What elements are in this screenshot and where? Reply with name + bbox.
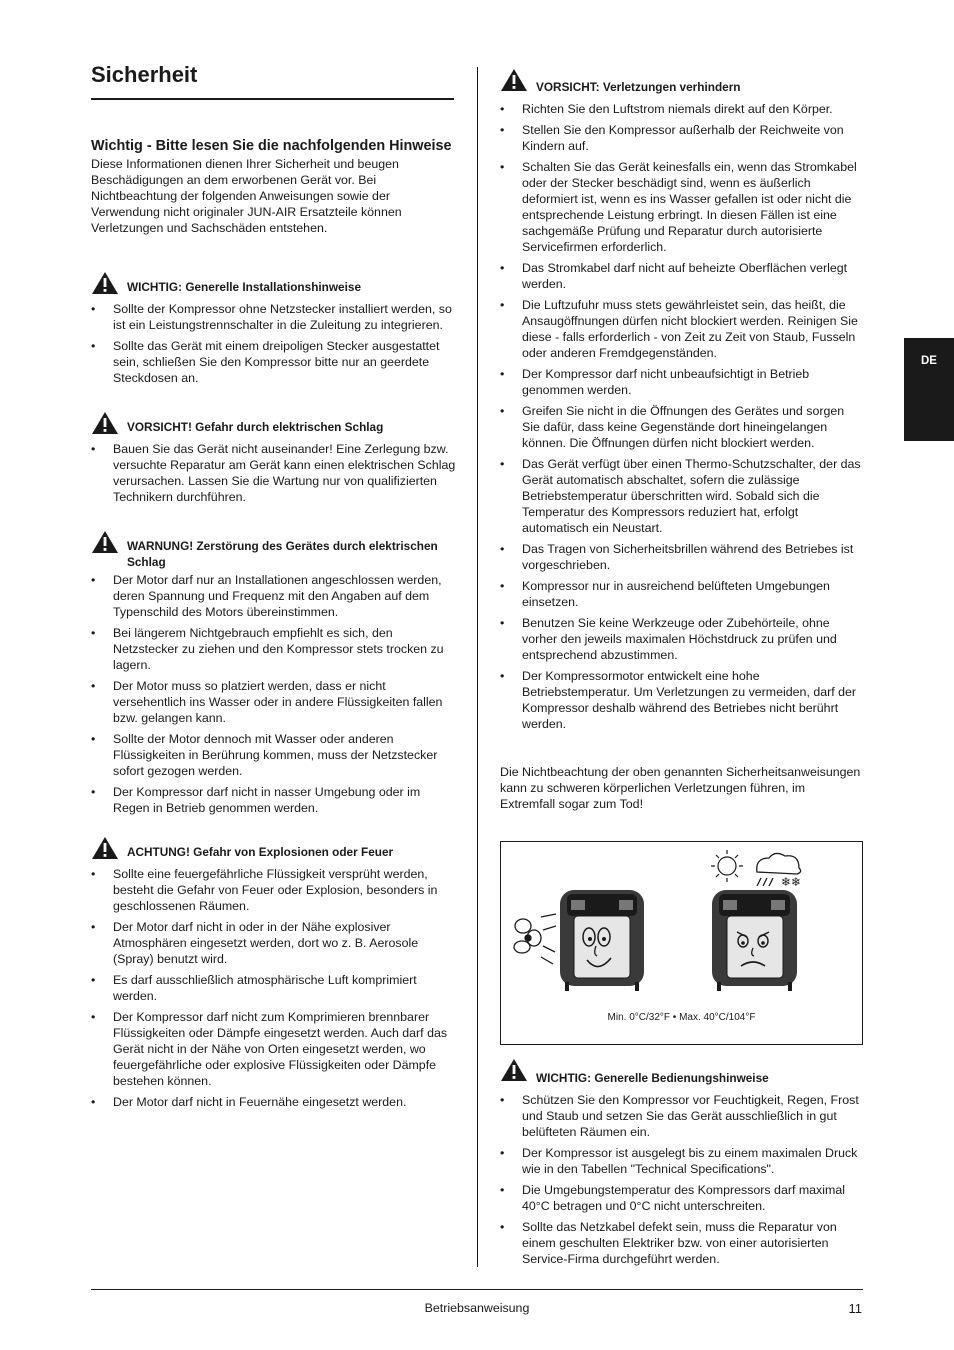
warning-heading (91, 413, 457, 439)
list-item: • Der Kompressor ist ausgelegt bis zu einem maximalen Druck wie in den Tabellen "Technical Specifications". (500, 1145, 862, 1177)
list-item: • Sollte der Kompressor ohne Netzstecker installiert werden, so ist ein Leistungstrennschalter in die Zuleitung zu integrieren. (91, 301, 457, 333)
warning-triangle-icon (500, 68, 528, 92)
intro-text: Diese Informationen dienen Ihrer Sicherheit und beugen Beschädigungen an dem erworbenen Gerät vor. Bei Nichtbeachtung der folgenden Anweisungen sowie der Verwendung nicht originaler JUN-AIR Ersatzteile können Verletzungen und Sachschäden entstehen. (91, 157, 402, 235)
warning-title: ACHTUNG! Gefahr von Explosionen oder Feuer (127, 845, 394, 859)
list-item: • Richten Sie den Luftstrom niemals direkt auf den Körper. (500, 101, 862, 117)
list-item: • Sollte eine feuergefährliche Flüssigkeit versprüht werden, besteht die Gefahr von Feuer oder Explosion, besonders in geschlossenen Räumen. (91, 866, 457, 914)
list-item: • Das Stromkabel darf nicht auf beheizte Oberflächen verlegt werden. (500, 260, 862, 292)
right-column (500, 67, 862, 1272)
list-item: • Der Kompressor darf nicht zum Komprimieren brennbarer Flüssigkeiten oder Dämpfe eingesetzt werden. Auch darf das Gerät nicht in der Nähe von Orten eingesetzt werden, wo feuergefährliche oder explosive Flüssigkeiten oder Dämpfe bestehen können. (91, 1009, 457, 1089)
list-item: • Bei längerem Nichtgebrauch empfiehlt es sich, den Netzstecker zu ziehen und den Kompressor stets trocken zu lagern. (91, 625, 457, 673)
list-item: • Bauen Sie das Gerät nicht auseinander! Eine Zerlegung bzw. versuchte Reparatur am Gerät kann einen elektrischen Schlag verursachen. Lassen Sie die Wartung nur von qualifizierten Technikern durchführen. (91, 441, 457, 505)
list-item: • Der Motor darf nur an Installationen angeschlossen werden, deren Spannung und Frequenz mit den Angaben auf dem Typenschild des Motors übereinstimmen. (91, 572, 457, 620)
warning-heading (500, 1057, 862, 1090)
fan-icon (514, 914, 556, 964)
figure-caption: Min. 0°C/32°F • Max. 40°C/104°F (607, 1012, 756, 1023)
section-device-damage (91, 532, 457, 816)
list-item: • Greifen Sie nicht in die Öffnungen des Gerätes und sorgen Sie dafür, dass keine Gegenstände dort hineingelangen können. Die Öffnungen dürfen nicht blockiert werden. (500, 403, 862, 451)
warning-title: WICHTIG: Generelle Installationshinweise (127, 280, 362, 294)
sad-compressor (712, 890, 797, 991)
compressor-illustration (501, 842, 862, 1022)
warning-title: WICHTIG: Generelle Bedienungshinweise (536, 1071, 769, 1085)
rain-snow-cloud-icon (757, 853, 801, 889)
list-item: • Schalten Sie das Gerät keinesfalls ein, wenn das Stromkabel oder der Stecker beschädigt sind, wenn es äußerlich deformiert ist, wenn es ins Wasser gefallen ist oder nicht die entsprechende Leistung erbringt. In diesen Fällen ist eine sachgemäße Prüfung und Reparatur durch autorisierte Servicefirmen erforderlich. (500, 159, 862, 255)
intro-heading: Wichtig - Bitte lesen Sie die nachfolgenden Hinweise (91, 138, 452, 154)
list-item: • Der Motor darf nicht in oder in der Nähe explosiver Atmosphären eingesetzt werden, dort wo z. B. Aerosole (Spray) benutzt wird. (91, 919, 457, 967)
warning-triangle-icon (91, 411, 119, 435)
list-item: • Stellen Sie den Kompressor außerhalb der Reichweite von Kindern auf. (500, 122, 862, 154)
section-electric-shock (91, 413, 457, 505)
list-item: • Sollte der Motor dennoch mit Wasser oder anderen Flüssigkeiten in Berührung kommen, muss der Netzstecker sofort gezogen werden. (91, 731, 457, 779)
closing-warning-text: Die Nichtbeachtung der oben genannten Sicherheitsanweisungen kann zu schweren körperlichen Verletzungen führen, im Extremfall sogar zum Tod! (500, 765, 861, 811)
warning-heading (91, 838, 457, 864)
list-item: • Der Kompressor darf nicht in nasser Umgebung oder im Regen in Betrieb genommen werden. (91, 784, 457, 816)
warning-triangle-icon (500, 1058, 528, 1082)
temperature-figure (500, 841, 863, 1045)
left-column (91, 137, 457, 1115)
title-rule (91, 98, 454, 100)
warning-title: VORSICHT: Verletzungen verhindern (536, 80, 741, 94)
footer-label: Betriebsanweisung (424, 1301, 530, 1315)
list-item: • Es darf ausschließlich atmosphärische Luft komprimiert werden. (91, 972, 457, 1004)
warning-heading (500, 67, 862, 99)
list-item: • Der Kompressor darf nicht unbeaufsichtigt in Betrieb genommen werden. (500, 366, 862, 398)
warning-heading (91, 273, 457, 299)
warning-title: WARNUNG! Zerstörung des Gerätes durch elektrischen Schlag (127, 539, 438, 569)
list-item: • Der Motor muss so platziert werden, dass er nicht versehentlich ins Wasser oder in andere Flüssigkeiten fallen bzw. gelangen kann. (91, 678, 457, 726)
list-item: • Schützen Sie den Kompressor vor Feuchtigkeit, Regen, Frost und Staub und setzen Sie das Gerät ausschließlich in gut belüfteten Räumen ein. (500, 1092, 862, 1140)
page-number: 11 (848, 1301, 862, 1316)
page-title: Sicherheit (91, 62, 198, 87)
svg-text:❄❄: ❄❄ (781, 875, 802, 889)
warning-title: VORSICHT! Gefahr durch elektrischen Schlag (127, 420, 384, 434)
list-item: • Sollte das Netzkabel defekt sein, muss die Reparatur von einem geschulten Elektriker bzw. von einer autorisierten Service-Firma durchgeführt werden. (500, 1219, 862, 1267)
list-item: • Die Luftzufuhr muss stets gewährleistet sein, das heißt, die Ansaugöffnungen dürfen nicht blockiert werden. Reinigen Sie diese - falls erforderlich - von Zeit zu Zeit von Staub, Fusseln oder anderen Fremdgegenständen. (500, 297, 862, 361)
column-divider (477, 67, 478, 1267)
list-item: • Der Motor darf nicht in Feuernähe eingesetzt werden. (91, 1094, 457, 1110)
list-item: • Kompressor nur in ausreichend belüfteten Umgebungen einsetzen. (500, 578, 862, 610)
warning-heading (91, 532, 457, 570)
list-item: • Benutzen Sie keine Werkzeuge oder Zubehörteile, ohne vorher den jeweils maximalen Höchstdruck zu prüfen und entsprechend abzustimmen. (500, 615, 862, 663)
list-item: • Die Umgebungstemperatur des Kompressors darf maximal 40°C betragen und 0°C nicht unterschreiten. (500, 1182, 862, 1214)
list-item: • Das Gerät verfügt über einen Thermo-Schutzschalter, der das Gerät automatisch abschaltet, sofern die zulässige Betriebstemperatur überschritten wird. Sobald sich die Temperatur des Kompressors reduziert hat, erfolgt automatisch ein Neustart. (500, 456, 862, 536)
warning-triangle-icon (91, 271, 119, 295)
happy-compressor (560, 890, 644, 991)
list-item: • Der Kompressormotor entwickelt eine hohe Betriebstemperatur. Um Verletzungen zu vermeiden, darf der Kompressor deshalb während des Betriebes nicht berührt werden. (500, 668, 862, 732)
sun-icon (711, 850, 743, 882)
list-item: • Das Tragen von Sicherheitsbrillen während des Betriebes ist vorgeschrieben. (500, 541, 862, 573)
warning-triangle-icon (91, 836, 119, 860)
footer-rule (91, 1289, 863, 1290)
warning-triangle-icon (91, 530, 119, 554)
section-explosion (91, 838, 457, 1110)
language-tab: DE (904, 338, 954, 441)
section-injury-prevention (500, 67, 862, 812)
section-installation (91, 273, 457, 386)
list-item: • Sollte das Gerät mit einem dreipoligen Stecker ausgestattet sein, schließen Sie den Kompressor bitte nur an geerdete Steckdosen an. (91, 338, 457, 386)
section-operating-notes (500, 1057, 862, 1267)
